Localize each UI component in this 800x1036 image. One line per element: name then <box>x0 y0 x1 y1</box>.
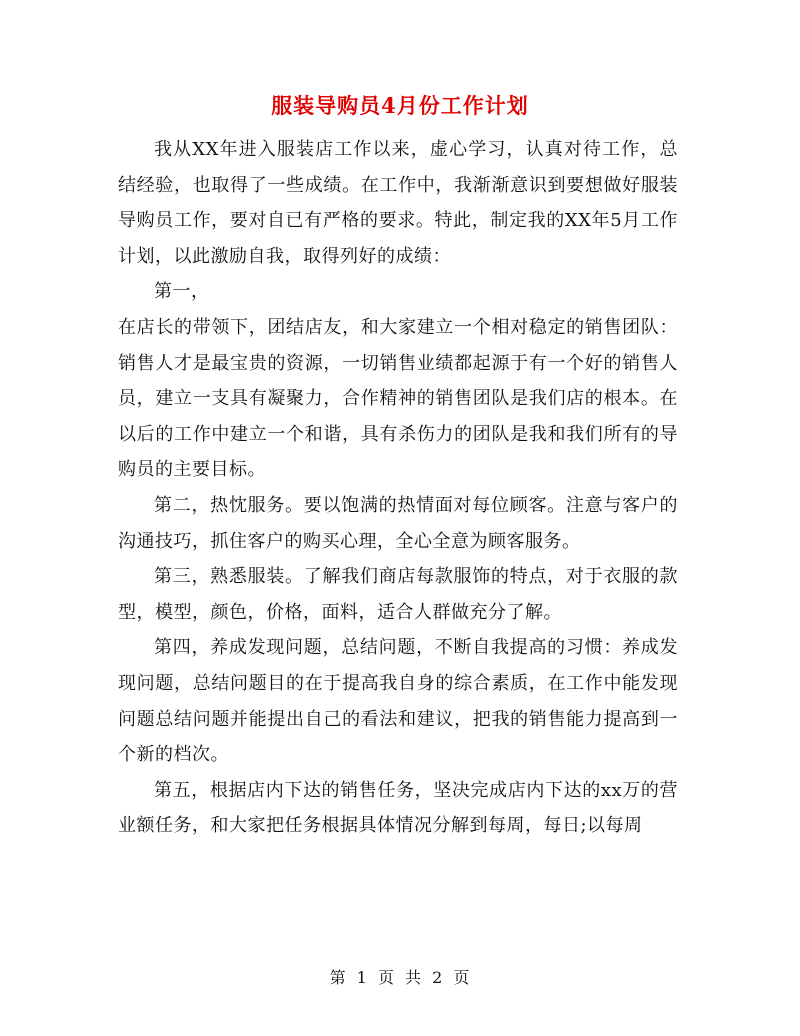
paragraph-first-heading: 第一， <box>154 281 210 303</box>
document-body <box>118 132 678 844</box>
paragraph-second: 第二，热忱服务。要以饱满的热情面对每位顾客。注意与客户的沟通技巧，抓住客户的购买心理，全心全意为顾客服务。 <box>118 494 678 552</box>
document-title: 服装导购员4月份工作计划 <box>271 93 529 118</box>
paragraph-first: 在店长的带领下，团结店友，和大家建立一个相对稳定的销售团队：销售人才是最宝贵的资源，一切销售业绩都起源于有一个好的销售人员，建立一支具有凝聚力，合作精神的销售团队是我们店的根本。在以后的工作中建立一个和谐，具有杀伤力的团队是我和我们所有的导购员的主要目标。 <box>118 316 678 481</box>
paragraph-third: 第三，熟悉服装。了解我们商店每款服饰的特点，对于衣服的款型，模型，颜色，价格，面料，适合人群做充分了解。 <box>118 566 678 623</box>
paragraph-fourth: 第四，养成发现问题，总结问题，不断自我提高的习惯：养成发现问题，总结问题目的在于提高我自身的综合素质，在工作中能发现问题总结问题并能提出自己的看法和建议，把我的销售能力提高到一个新的档次。 <box>118 637 678 766</box>
page-number-footer: 第 1 页 共 2 页 <box>329 968 471 987</box>
paragraph-intro: 我从XX年进入服装店工作以来，虚心学习，认真对待工作，总结经验，也取得了一些成绩。在工作中，我渐渐意识到要想做好服装导购员工作，要对自已有严格的要求。特此，制定我的XX年5月工作计划，以此激励自我，取得列好的成绩： <box>118 139 678 267</box>
paragraph-fifth: 第五，根据店内下达的销售任务，坚决完成店内下达的xx万的营业额任务，和大家把任务根据具体情况分解到每周，每日;以每周 <box>118 779 678 837</box>
